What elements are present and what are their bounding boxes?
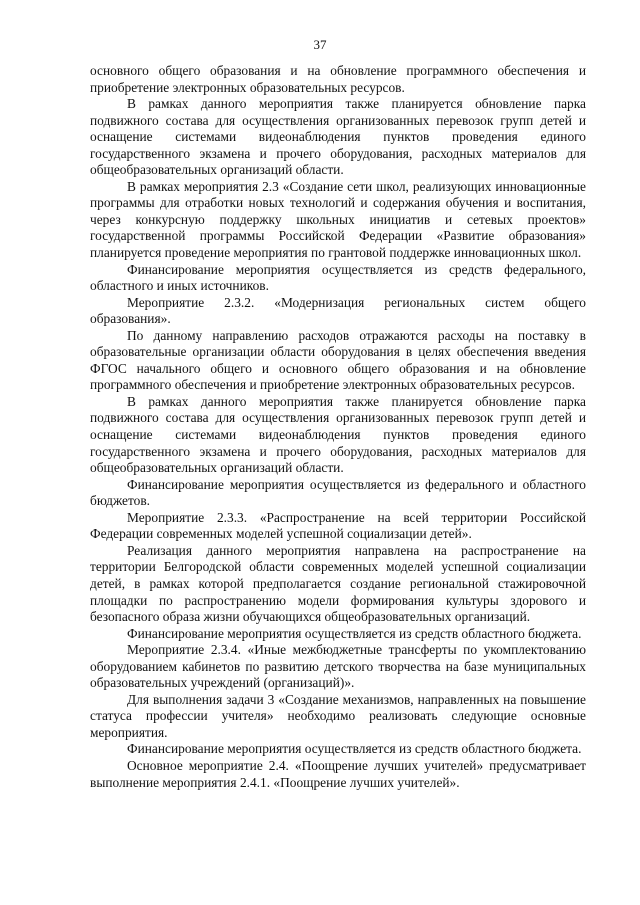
- document-body: [90, 63, 586, 791]
- paragraph: В рамках данного мероприятия также планируется обновление парка подвижного состава для осуществления организованных перевозок групп детей и оснащение системами видеонаблюдения пунктов проведения единого государственного экзамена и прочего оборудования, расходных материалов для общеобразовательных организаций области.: [90, 96, 586, 178]
- paragraph: Мероприятие 2.3.2. «Модернизация региональных систем общего образования».: [90, 294, 586, 327]
- page-number: 37: [313, 37, 327, 52]
- paragraph: Мероприятие 2.3.4. «Иные межбюджетные трансферты по укомплектованию оборудованием кабинетов по развитию детского творчества на базе муниципальных образовательных учреждений (организаций)».: [90, 642, 586, 691]
- paragraph: По данному направлению расходов отражаются расходы на поставку в образовательные организации области оборудования в целях обеспечения введения ФГОС начального общего и основного общего образования и на обновление программного обеспечения и приобретение электронных образовательных ресурсов.: [90, 327, 586, 393]
- paragraph: В рамках мероприятия 2.3 «Создание сети школ, реализующих инновационные программы для отработки новых технологий и содержания обучения и воспитания, через конкурсную поддержку школьных инициатив и сетевых проектов» государственной программы Российской Федерации «Развитие образования» планируется проведение мероприятия по грантовой поддержке инновационных школ.: [90, 178, 586, 261]
- paragraph: основного общего образования и на обновление программного обеспечения и приобретение электронных образовательных ресурсов.: [90, 63, 586, 95]
- paragraph: Мероприятие 2.3.3. «Распространение на всей территории Российской Федерации современных моделей успешной социализации детей».: [90, 509, 586, 542]
- paragraph: В рамках данного мероприятия также планируется обновление парка подвижного состава для осуществления организованных перевозок групп детей и оснащение системами видеонаблюдения пунктов проведения единого государственного экзамена и прочего оборудования, расходных материалов для общеобразовательных организаций области.: [90, 393, 586, 476]
- paragraph: Для выполнения задачи 3 «Создание механизмов, направленных на повышение статуса профессии учителя» необходимо реализовать следующие основные мероприятия.: [90, 691, 586, 740]
- paragraph: Финансирование мероприятия осуществляется из средств областного бюджета.: [127, 625, 582, 641]
- paragraph: Реализация данного мероприятия направлена на распространение на территории Белгородской области современных моделей успешной социализации детей, в рамках которой предполагается создание региональной стажировочной площадки по распространению модели формирования культуры здорового и безопасного образа жизни обучающихся общеобразовательных организаций.: [90, 542, 586, 625]
- paragraph: Финансирование мероприятия осуществляется из средств областного бюджета.: [127, 741, 582, 757]
- paragraph: Финансирование мероприятия осуществляется из средств федерального, областного и иных источников.: [90, 261, 586, 294]
- paragraph: Основное мероприятие 2.4. «Поощрение лучших учителей» предусматривает выполнение мероприятия 2.4.1. «Поощрение лучших учителей».: [90, 757, 586, 790]
- paragraph: Финансирование мероприятия осуществляется из федерального и областного бюджетов.: [90, 476, 586, 509]
